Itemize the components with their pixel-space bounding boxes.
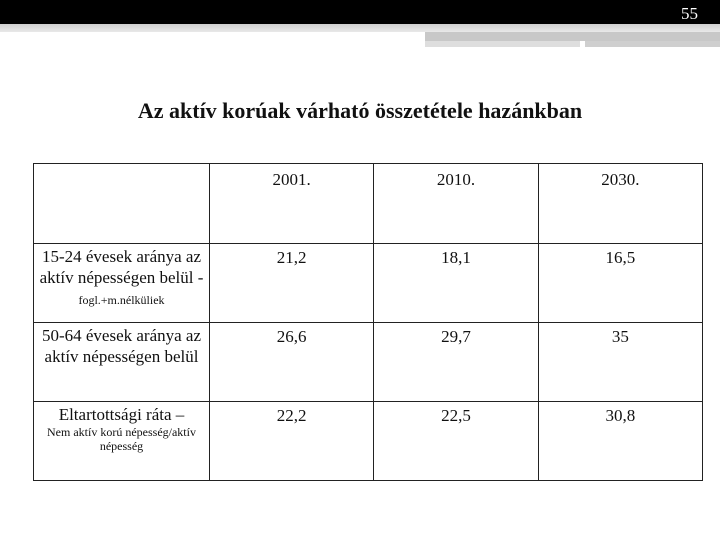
table-row — [34, 402, 703, 481]
cell-value: 22,5 — [374, 402, 538, 481]
table-row — [34, 244, 703, 323]
row-label-text: Eltartottsági ráta – — [58, 405, 185, 424]
header-year-2001: 2001. — [210, 164, 374, 244]
accent-bar-lower-right — [585, 41, 720, 47]
cell-value: 18,1 — [374, 244, 538, 323]
top-grey-bar — [0, 24, 720, 32]
accent-bar-lower-left — [425, 41, 580, 47]
header-year-2010: 2010. — [374, 164, 538, 244]
header-empty-cell — [34, 164, 210, 244]
data-table — [33, 163, 703, 481]
row-label — [34, 323, 210, 402]
table-row — [34, 323, 703, 402]
row-label-note: fogl.+m.nélküliek — [78, 293, 165, 307]
row-label — [34, 402, 210, 481]
row-label — [34, 244, 210, 323]
table-header-row — [34, 164, 703, 244]
header-year-2030: 2030. — [538, 164, 702, 244]
cell-value: 22,2 — [210, 402, 374, 481]
page-number: 55 — [681, 4, 698, 23]
accent-bar-right — [425, 32, 720, 41]
cell-value: 30,8 — [538, 402, 702, 481]
cell-value: 35 — [538, 323, 702, 402]
row-label-text: 15-24 évesek aránya az aktív népességen belül - — [39, 247, 204, 287]
top-black-bar — [0, 0, 720, 24]
cell-value: 16,5 — [538, 244, 702, 323]
cell-value: 21,2 — [210, 244, 374, 323]
slide-title: Az aktív korúak várható összetétele hazánkban — [137, 98, 583, 123]
row-label-note: Nem aktív korú népesség/aktív népesség — [47, 425, 196, 453]
cell-value: 26,6 — [210, 323, 374, 402]
cell-value: 29,7 — [374, 323, 538, 402]
row-label-text: 50-64 évesek aránya az aktív népességen belül — [41, 326, 202, 366]
